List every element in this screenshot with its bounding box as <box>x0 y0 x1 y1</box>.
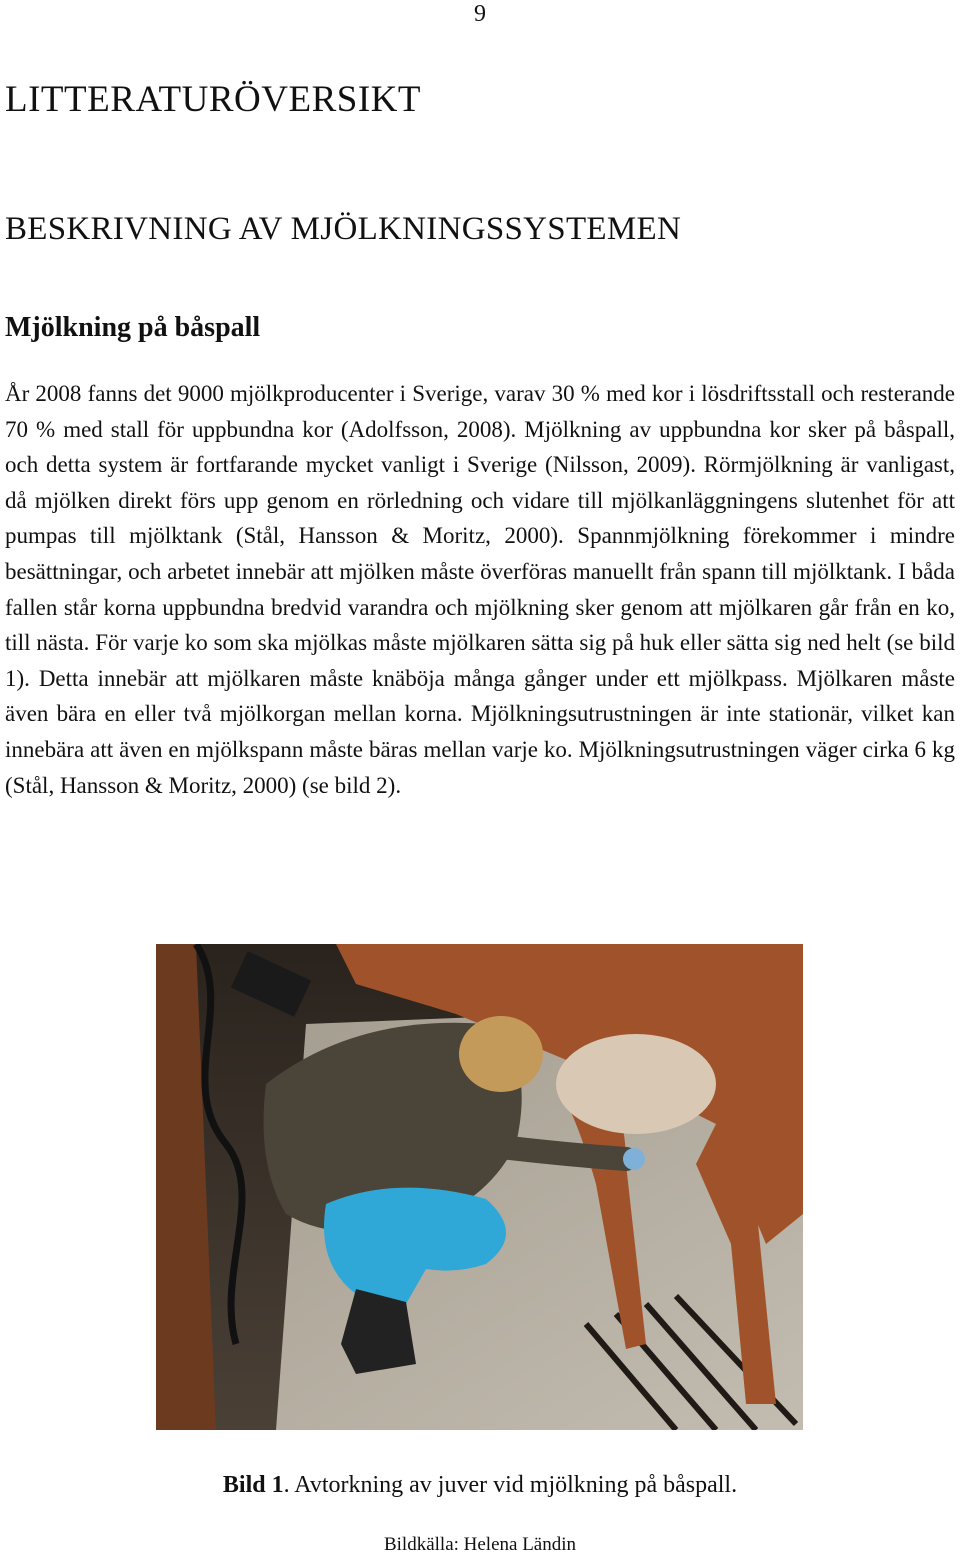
figure-caption-text: . Avtorkning av juver vid mjölkning på båspall. <box>283 1472 738 1498</box>
section-title: LITTERATURÖVERSIKT <box>5 79 421 120</box>
body-paragraph: År 2008 fanns det 9000 mjölkproducenter i Sverige, varav 30 % med kor i lösdriftsstall och resterande 70 % med stall för uppbundna kor (Adolfsson, 2008). Mjölkning av uppbundna kor sker på båspall, och detta system är fortfarande mycket vanligt i Sverige (Nilsson, 2009). Rörmjölkning är vanligast, då mjölken direkt förs upp genom en rörledning och vidare till mjölkanläggningens slutenhet för att pumpas till mjölktank (Stål, Hansson & Moritz, 2000). Spannmjölkning förekommer i mindre besättningar, och arbetet innebär att mjölken måste överföras manuellt från spann till mjölktank. I båda fallen står korna uppbundna bredvid varandra och mjölkning sker genom att mjölkaren går från en ko, till nästa. För varje ko som ska mjölkas måste mjölkaren sätta sig på huk eller sätta sig ned helt (se bild 1). Detta innebär att mjölkaren måste knäböja många gånger under ett mjölkpass. Mjölkaren måste även bära en eller två mjölkorgan mellan korna. Mjölkningsutrustningen är inte stationär, vilket kan innebära att även en mjölkspann måste bäras mellan varje ko. Mjölkningsutrustningen väger cirka 6 kg (Stål, Hansson & Moritz, 2000) (se bild 2). <box>5 381 955 798</box>
figure-photo <box>156 944 803 1430</box>
milking-photo-illustration <box>156 944 803 1430</box>
subsection-heading: Mjölkning på båspall <box>5 312 261 343</box>
chapter-heading: BESKRIVNING AV MJÖLKNINGSSYSTEMEN <box>5 211 682 247</box>
figure-source: Bildkälla: Helena Ländin <box>383 1534 577 1555</box>
milker-arm <box>476 1144 626 1159</box>
figure-label: Bild 1 <box>222 1472 284 1498</box>
milker-hair <box>459 1016 543 1092</box>
milker-glove <box>623 1148 645 1170</box>
figure-caption <box>0 1470 960 1500</box>
page-number: 9 <box>474 1 486 27</box>
cow-udder <box>556 1034 716 1134</box>
